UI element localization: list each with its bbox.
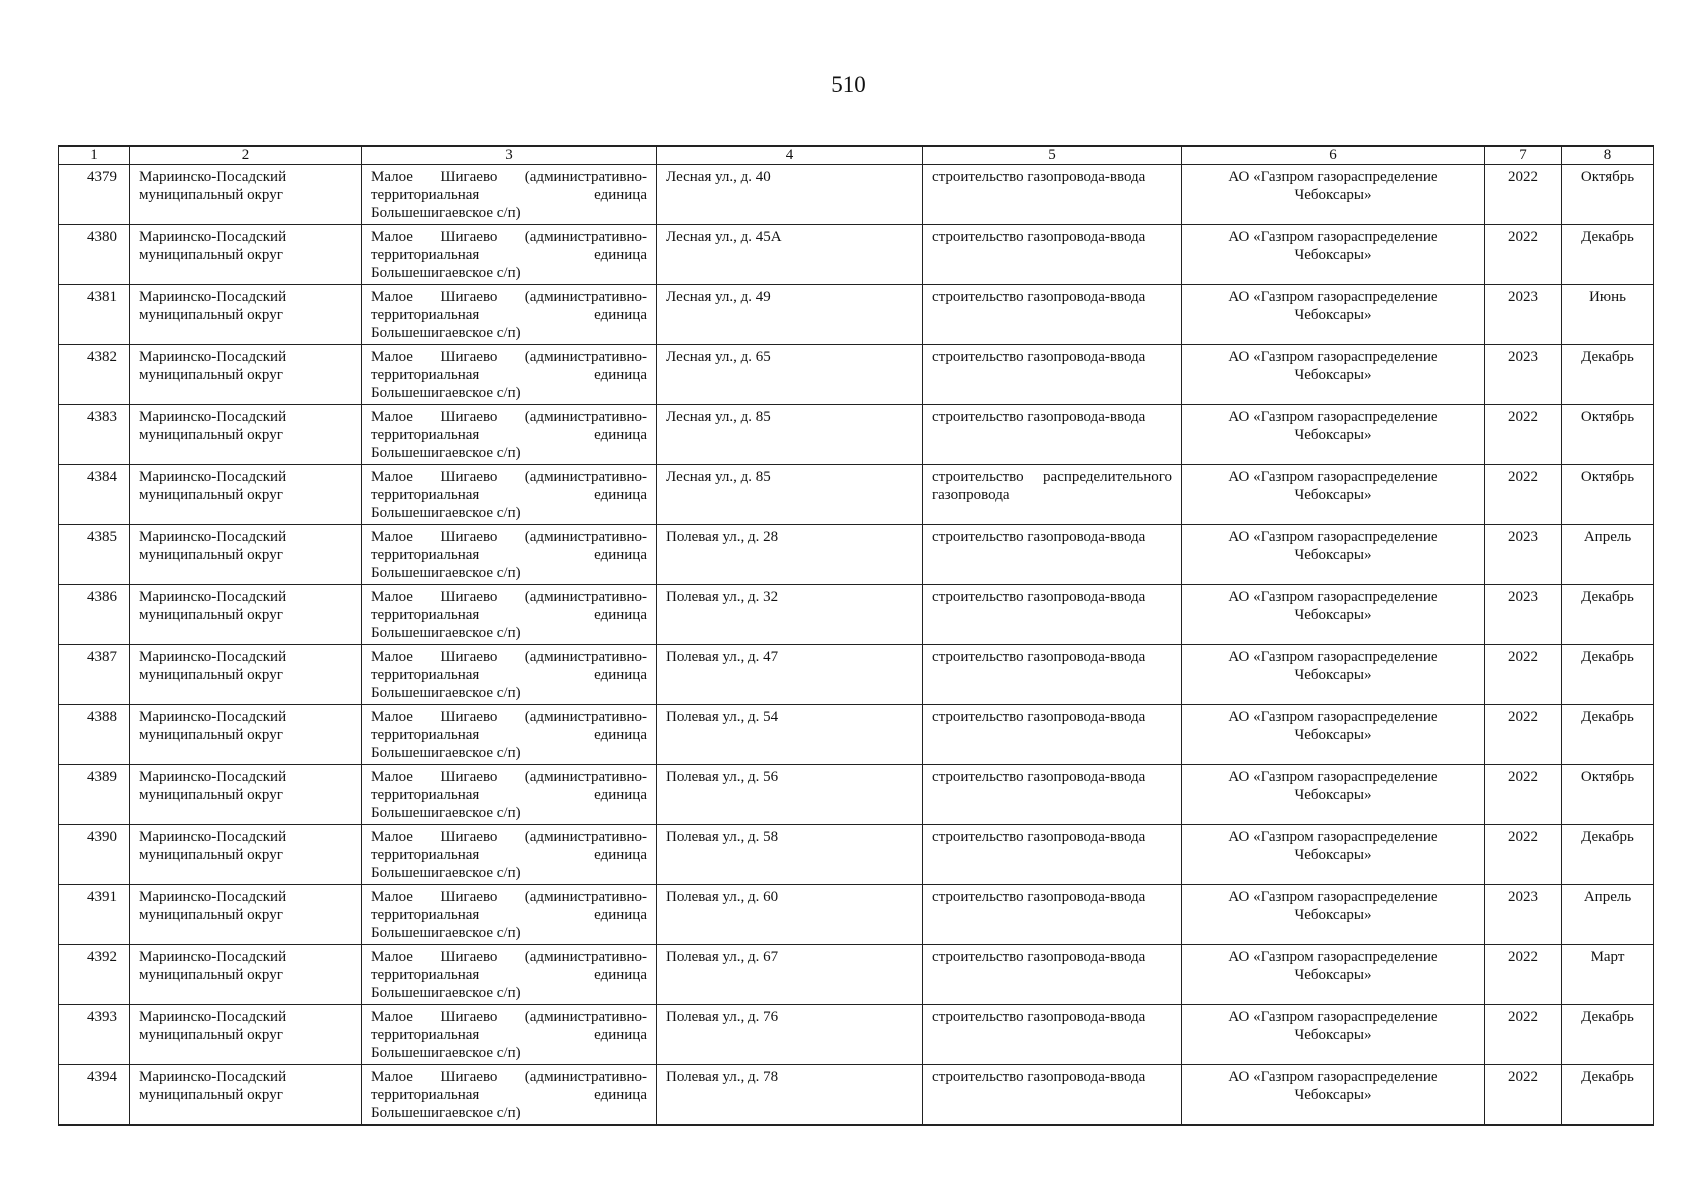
- cell-settlement: Малое Шигаево (административно-территориальная единица Большешигаевское с/п): [362, 705, 657, 765]
- cell-settlement: Малое Шигаево (административно-территориальная единица Большешигаевское с/п): [362, 1005, 657, 1065]
- cell-work-type: строительство газопровода-ввода: [923, 825, 1182, 885]
- cell-municipality: Мариинско-Посадский муниципальный округ: [130, 1005, 362, 1065]
- cell-settlement: Малое Шигаево (административно-территориальная единица Большешигаевское с/п): [362, 885, 657, 945]
- cell-municipality: Мариинско-Посадский муниципальный округ: [130, 525, 362, 585]
- cell-row-number: 4386: [59, 585, 130, 645]
- cell-address: Полевая ул., д. 56: [657, 765, 923, 825]
- cell-year: 2023: [1485, 885, 1562, 945]
- cell-month: Октябрь: [1562, 405, 1654, 465]
- cell-work-type: строительство газопровода-ввода: [923, 285, 1182, 345]
- cell-month: Март: [1562, 945, 1654, 1005]
- cell-address: Полевая ул., д. 47: [657, 645, 923, 705]
- table-row: [59, 525, 1654, 585]
- table-row: [59, 405, 1654, 465]
- cell-address: Полевая ул., д. 54: [657, 705, 923, 765]
- table-row: [59, 225, 1654, 285]
- cell-municipality: Мариинско-Посадский муниципальный округ: [130, 165, 362, 225]
- table-row: [59, 825, 1654, 885]
- cell-month: Июнь: [1562, 285, 1654, 345]
- cell-work-type: строительство газопровода-ввода: [923, 705, 1182, 765]
- cell-settlement: Малое Шигаево (административно-территориальная единица Большешигаевское с/п): [362, 525, 657, 585]
- cell-municipality: Мариинско-Посадский муниципальный округ: [130, 885, 362, 945]
- cell-settlement: Малое Шигаево (административно-территориальная единица Большешигаевское с/п): [362, 945, 657, 1005]
- cell-row-number: 4379: [59, 165, 130, 225]
- cell-row-number: 4390: [59, 825, 130, 885]
- cell-work-type: строительство газопровода-ввода: [923, 1005, 1182, 1065]
- cell-row-number: 4384: [59, 465, 130, 525]
- cell-address: Лесная ул., д. 40: [657, 165, 923, 225]
- cell-organization: АО «Газпром газораспределение Чебоксары»: [1182, 1005, 1485, 1065]
- cell-year: 2022: [1485, 1065, 1562, 1126]
- cell-year: 2023: [1485, 285, 1562, 345]
- cell-work-type: строительство газопровода-ввода: [923, 765, 1182, 825]
- cell-work-type: строительство газопровода-ввода: [923, 645, 1182, 705]
- cell-address: Полевая ул., д. 60: [657, 885, 923, 945]
- cell-work-type: строительство газопровода-ввода: [923, 585, 1182, 645]
- cell-municipality: Мариинско-Посадский муниципальный округ: [130, 645, 362, 705]
- cell-work-type: строительство газопровода-ввода: [923, 885, 1182, 945]
- cell-address: Лесная ул., д. 65: [657, 345, 923, 405]
- cell-municipality: Мариинско-Посадский муниципальный округ: [130, 945, 362, 1005]
- cell-year: 2023: [1485, 525, 1562, 585]
- table-row: [59, 645, 1654, 705]
- cell-organization: АО «Газпром газораспределение Чебоксары»: [1182, 885, 1485, 945]
- cell-year: 2022: [1485, 945, 1562, 1005]
- cell-settlement: Малое Шигаево (административно-территориальная единица Большешигаевское с/п): [362, 765, 657, 825]
- cell-settlement: Малое Шигаево (административно-территориальная единица Большешигаевское с/п): [362, 345, 657, 405]
- cell-row-number: 4383: [59, 405, 130, 465]
- cell-address: Полевая ул., д. 78: [657, 1065, 923, 1126]
- cell-organization: АО «Газпром газораспределение Чебоксары»: [1182, 945, 1485, 1005]
- cell-settlement: Малое Шигаево (административно-территориальная единица Большешигаевское с/п): [362, 825, 657, 885]
- cell-work-type: строительство распределительного газопровода: [923, 465, 1182, 525]
- cell-year: 2022: [1485, 705, 1562, 765]
- cell-organization: АО «Газпром газораспределение Чебоксары»: [1182, 225, 1485, 285]
- cell-municipality: Мариинско-Посадский муниципальный округ: [130, 705, 362, 765]
- cell-row-number: 4393: [59, 1005, 130, 1065]
- cell-settlement: Малое Шигаево (административно-территориальная единица Большешигаевское с/п): [362, 285, 657, 345]
- cell-address: Полевая ул., д. 58: [657, 825, 923, 885]
- cell-row-number: 4380: [59, 225, 130, 285]
- column-header: 2: [130, 146, 362, 165]
- table-row: [59, 765, 1654, 825]
- table-row: [59, 285, 1654, 345]
- cell-settlement: Малое Шигаево (административно-территориальная единица Большешигаевское с/п): [362, 405, 657, 465]
- column-header: 1: [59, 146, 130, 165]
- cell-month: Апрель: [1562, 525, 1654, 585]
- cell-organization: АО «Газпром газораспределение Чебоксары»: [1182, 465, 1485, 525]
- cell-address: Лесная ул., д. 85: [657, 465, 923, 525]
- cell-work-type: строительство газопровода-ввода: [923, 1065, 1182, 1126]
- cell-month: Декабрь: [1562, 1065, 1654, 1126]
- cell-address: Лесная ул., д. 85: [657, 405, 923, 465]
- page-number: 510: [831, 72, 866, 97]
- cell-organization: АО «Газпром газораспределение Чебоксары»: [1182, 825, 1485, 885]
- cell-municipality: Мариинско-Посадский муниципальный округ: [130, 1065, 362, 1126]
- column-header: 4: [657, 146, 923, 165]
- cell-organization: АО «Газпром газораспределение Чебоксары»: [1182, 645, 1485, 705]
- cell-row-number: 4391: [59, 885, 130, 945]
- cell-address: Полевая ул., д. 76: [657, 1005, 923, 1065]
- cell-settlement: Малое Шигаево (административно-территориальная единица Большешигаевское с/п): [362, 225, 657, 285]
- cell-work-type: строительство газопровода-ввода: [923, 945, 1182, 1005]
- cell-organization: АО «Газпром газораспределение Чебоксары»: [1182, 405, 1485, 465]
- cell-work-type: строительство газопровода-ввода: [923, 225, 1182, 285]
- cell-year: 2022: [1485, 645, 1562, 705]
- cell-year: 2022: [1485, 405, 1562, 465]
- column-header: 3: [362, 146, 657, 165]
- cell-organization: АО «Газпром газораспределение Чебоксары»: [1182, 285, 1485, 345]
- table-row: [59, 165, 1654, 225]
- cell-organization: АО «Газпром газораспределение Чебоксары»: [1182, 345, 1485, 405]
- cell-address: Лесная ул., д. 45А: [657, 225, 923, 285]
- cell-row-number: 4387: [59, 645, 130, 705]
- cell-organization: АО «Газпром газораспределение Чебоксары»: [1182, 1065, 1485, 1126]
- cell-row-number: 4381: [59, 285, 130, 345]
- table-row: [59, 585, 1654, 645]
- cell-month: Декабрь: [1562, 585, 1654, 645]
- cell-work-type: строительство газопровода-ввода: [923, 405, 1182, 465]
- cell-municipality: Мариинско-Посадский муниципальный округ: [130, 465, 362, 525]
- cell-year: 2022: [1485, 765, 1562, 825]
- table-row: [59, 1065, 1654, 1126]
- cell-address: Полевая ул., д. 28: [657, 525, 923, 585]
- cell-row-number: 4388: [59, 705, 130, 765]
- cell-organization: АО «Газпром газораспределение Чебоксары»: [1182, 525, 1485, 585]
- cell-work-type: строительство газопровода-ввода: [923, 165, 1182, 225]
- cell-month: Декабрь: [1562, 705, 1654, 765]
- cell-organization: АО «Газпром газораспределение Чебоксары»: [1182, 765, 1485, 825]
- cell-municipality: Мариинско-Посадский муниципальный округ: [130, 765, 362, 825]
- table-body: [59, 165, 1654, 1126]
- cell-year: 2022: [1485, 825, 1562, 885]
- cell-work-type: строительство газопровода-ввода: [923, 345, 1182, 405]
- column-header: 6: [1182, 146, 1485, 165]
- cell-month: Октябрь: [1562, 165, 1654, 225]
- cell-month: Октябрь: [1562, 765, 1654, 825]
- table-row: [59, 885, 1654, 945]
- cell-address: Лесная ул., д. 49: [657, 285, 923, 345]
- cell-work-type: строительство газопровода-ввода: [923, 525, 1182, 585]
- cell-month: Декабрь: [1562, 645, 1654, 705]
- cell-month: Октябрь: [1562, 465, 1654, 525]
- column-header: 5: [923, 146, 1182, 165]
- table-row: [59, 1005, 1654, 1065]
- cell-organization: АО «Газпром газораспределение Чебоксары»: [1182, 705, 1485, 765]
- cell-year: 2023: [1485, 585, 1562, 645]
- header-row: [59, 146, 1654, 165]
- cell-year: 2022: [1485, 165, 1562, 225]
- cell-settlement: Малое Шигаево (административно-территориальная единица Большешигаевское с/п): [362, 585, 657, 645]
- cell-municipality: Мариинско-Посадский муниципальный округ: [130, 825, 362, 885]
- cell-year: 2023: [1485, 345, 1562, 405]
- cell-settlement: Малое Шигаево (административно-территориальная единица Большешигаевское с/п): [362, 645, 657, 705]
- cell-year: 2022: [1485, 1005, 1562, 1065]
- cell-row-number: 4382: [59, 345, 130, 405]
- cell-month: Апрель: [1562, 885, 1654, 945]
- cell-row-number: 4389: [59, 765, 130, 825]
- cell-address: Полевая ул., д. 67: [657, 945, 923, 1005]
- cell-row-number: 4385: [59, 525, 130, 585]
- cell-municipality: Мариинско-Посадский муниципальный округ: [130, 225, 362, 285]
- cell-row-number: 4392: [59, 945, 130, 1005]
- data-table: [58, 145, 1654, 1126]
- cell-address: Полевая ул., д. 32: [657, 585, 923, 645]
- table-row: [59, 945, 1654, 1005]
- cell-month: Декабрь: [1562, 345, 1654, 405]
- cell-organization: АО «Газпром газораспределение Чебоксары»: [1182, 165, 1485, 225]
- cell-settlement: Малое Шигаево (административно-территориальная единица Большешигаевское с/п): [362, 165, 657, 225]
- column-header: 7: [1485, 146, 1562, 165]
- cell-settlement: Малое Шигаево (административно-территориальная единица Большешигаевское с/п): [362, 1065, 657, 1126]
- cell-month: Декабрь: [1562, 825, 1654, 885]
- cell-municipality: Мариинско-Посадский муниципальный округ: [130, 405, 362, 465]
- cell-month: Декабрь: [1562, 1005, 1654, 1065]
- cell-municipality: Мариинско-Посадский муниципальный округ: [130, 585, 362, 645]
- cell-year: 2022: [1485, 465, 1562, 525]
- cell-organization: АО «Газпром газораспределение Чебоксары»: [1182, 585, 1485, 645]
- table-row: [59, 465, 1654, 525]
- cell-row-number: 4394: [59, 1065, 130, 1126]
- table-row: [59, 705, 1654, 765]
- cell-settlement: Малое Шигаево (административно-территориальная единица Большешигаевское с/п): [362, 465, 657, 525]
- cell-month: Декабрь: [1562, 225, 1654, 285]
- cell-year: 2022: [1485, 225, 1562, 285]
- cell-municipality: Мариинско-Посадский муниципальный округ: [130, 345, 362, 405]
- column-header: 8: [1562, 146, 1654, 165]
- table-row: [59, 345, 1654, 405]
- cell-municipality: Мариинско-Посадский муниципальный округ: [130, 285, 362, 345]
